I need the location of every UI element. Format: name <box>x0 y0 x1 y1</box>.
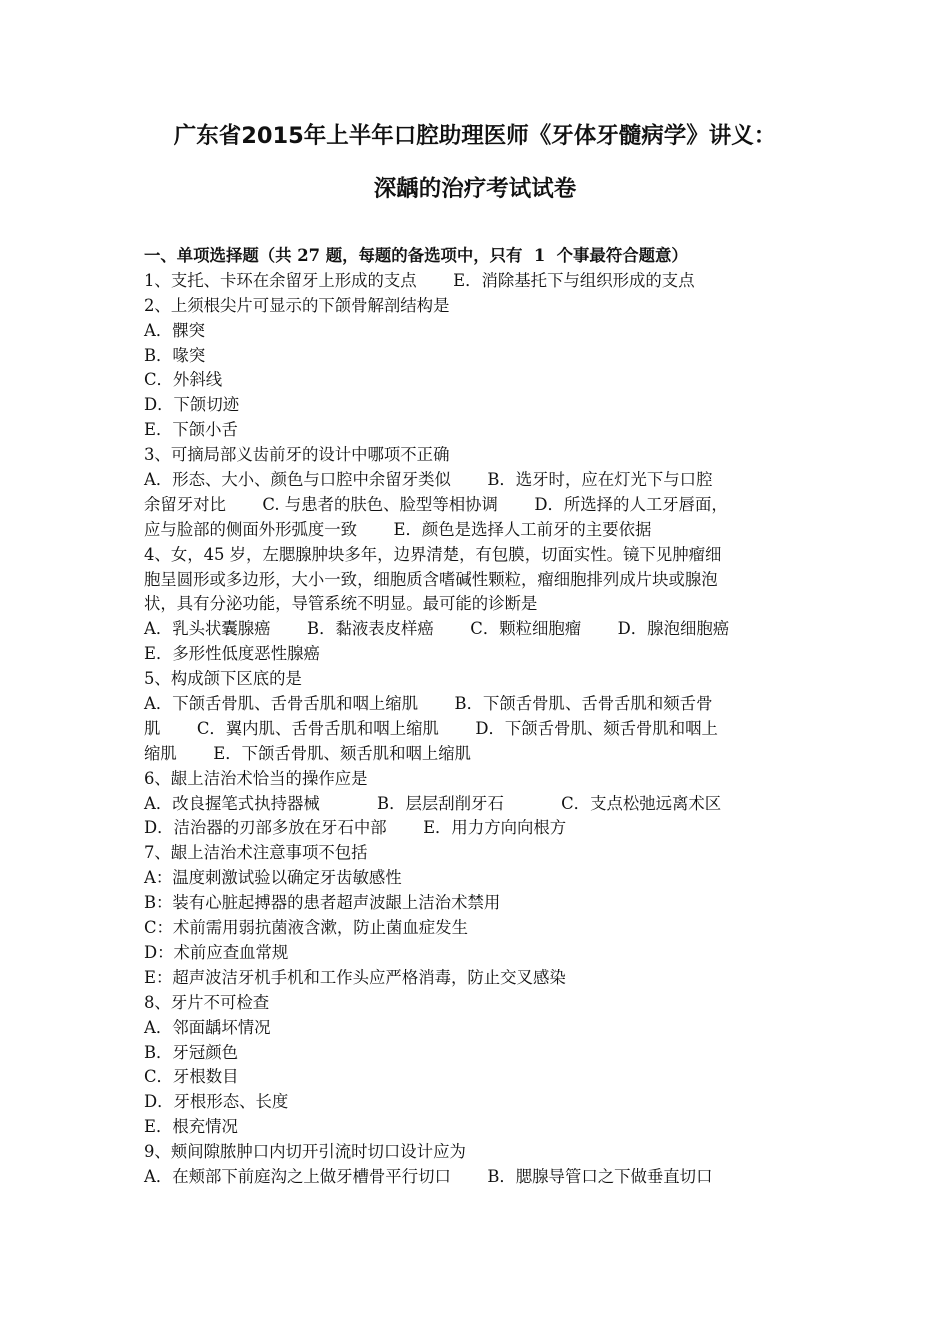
text-line: A．改良握笔式执持器械 B．层层刮削牙石 C．支点松弛远离术区 <box>144 793 722 813</box>
text-line: E．根充情况 <box>144 1117 238 1137</box>
text-line: 胞呈圆形或多边形，大小一致，细胞质含嗜碱性颗粒，瘤细胞排列成片块或腺泡 <box>144 569 718 589</box>
text-line: 6、龈上洁治术恰当的操作应是 <box>144 768 368 788</box>
text-line: C：术前需用弱抗菌液含漱，防止菌血症发生 <box>144 918 468 938</box>
text-line: 9、颊间隙脓肿口内切开引流时切口设计应为 <box>144 1142 466 1162</box>
text-line: D．下颌切迹 <box>144 395 240 415</box>
text-line: A．下颌舌骨肌、舌骨舌肌和咽上缩肌 B．下颌舌骨肌、舌骨舌肌和颏舌骨 <box>144 694 713 714</box>
text-line: D．洁治器的刃部多放在牙石中部 E．用力方向向根方 <box>144 818 567 838</box>
text-line: E．下颌小舌 <box>144 420 238 440</box>
text-line: B：装有心脏起搏器的患者超声波龈上洁治术禁用 <box>144 893 501 913</box>
text-line: 状，具有分泌功能，导管系统不明显。最可能的诊断是 <box>144 594 538 614</box>
text-line: C．外斜线 <box>144 370 223 390</box>
text-line: 应与脸部的侧面外形弧度一致 E．颜色是选择人工前牙的主要依据 <box>144 519 652 539</box>
text-line: D．牙根形态、长度 <box>144 1092 289 1112</box>
text-line: 1、支托、卡环在余留牙上形成的支点 E．消除基托下与组织形成的支点 <box>144 270 695 290</box>
text-line: E．多形性低度恶性腺癌 <box>144 644 320 664</box>
text-line: 肌 C．翼内肌、舌骨舌肌和咽上缩肌 D．下颌舌骨肌、颏舌骨肌和咽上 <box>144 718 718 738</box>
text-line: 8、牙片不可检查 <box>144 992 270 1012</box>
text-line: 缩肌 E．下颌舌骨肌、颏舌肌和咽上缩肌 <box>144 743 472 763</box>
text-line: A．髁突 <box>144 320 206 340</box>
text-line: A．形态、大小、颜色与口腔中余留牙类似 B．选牙时，应在灯光下与口腔 <box>144 470 713 490</box>
exam-body <box>144 244 812 1190</box>
text-line: E：超声波洁牙机手机和工作头应严格消毒，防止交叉感染 <box>144 967 566 987</box>
section-heading: 一、单项选择题（共 27 题，每题的备选项中，只有 1 个事最符合题意） <box>144 246 688 265</box>
text-line: 3、可摘局部义齿前牙的设计中哪项不正确 <box>144 445 450 465</box>
text-line: 4、女，45 岁，左腮腺肿块多年，边界清楚，有包膜，切面实性。镜下见肿瘤细 <box>144 544 722 564</box>
document-title-line-1: 广东省2015年上半年口腔助理医师《牙体牙髓病学》讲义： <box>173 123 777 149</box>
text-line: 2、上须根尖片可显示的下颌骨解剖结构是 <box>144 295 450 315</box>
text-line: A．乳头状囊腺癌 B．黏液表皮样癌 C．颗粒细胞瘤 D．腺泡细胞癌 <box>144 619 730 639</box>
text-line: B．喙突 <box>144 345 206 365</box>
text-line: C．牙根数目 <box>144 1067 239 1087</box>
text-line: A．在颊部下前庭沟之上做牙槽骨平行切口 B．腮腺导管口之下做垂直切口 <box>144 1166 713 1186</box>
text-line: 余留牙对比 C. 与患者的肤色、脸型等相协调 D．所选择的人工牙唇面， <box>144 494 728 514</box>
text-line: 7、龈上洁治术注意事项不包括 <box>144 843 368 863</box>
text-line: 5、构成颌下区底的是 <box>144 669 302 689</box>
text-line: A：温度刺激试验以确定牙齿敏感性 <box>144 868 402 888</box>
text-line: B．牙冠颜色 <box>144 1042 238 1062</box>
document-title-line-2: 深龋的治疗考试试卷 <box>373 176 577 202</box>
text-line: D：术前应查血常规 <box>144 942 289 962</box>
text-line: A．邻面龋坏情况 <box>144 1017 271 1037</box>
